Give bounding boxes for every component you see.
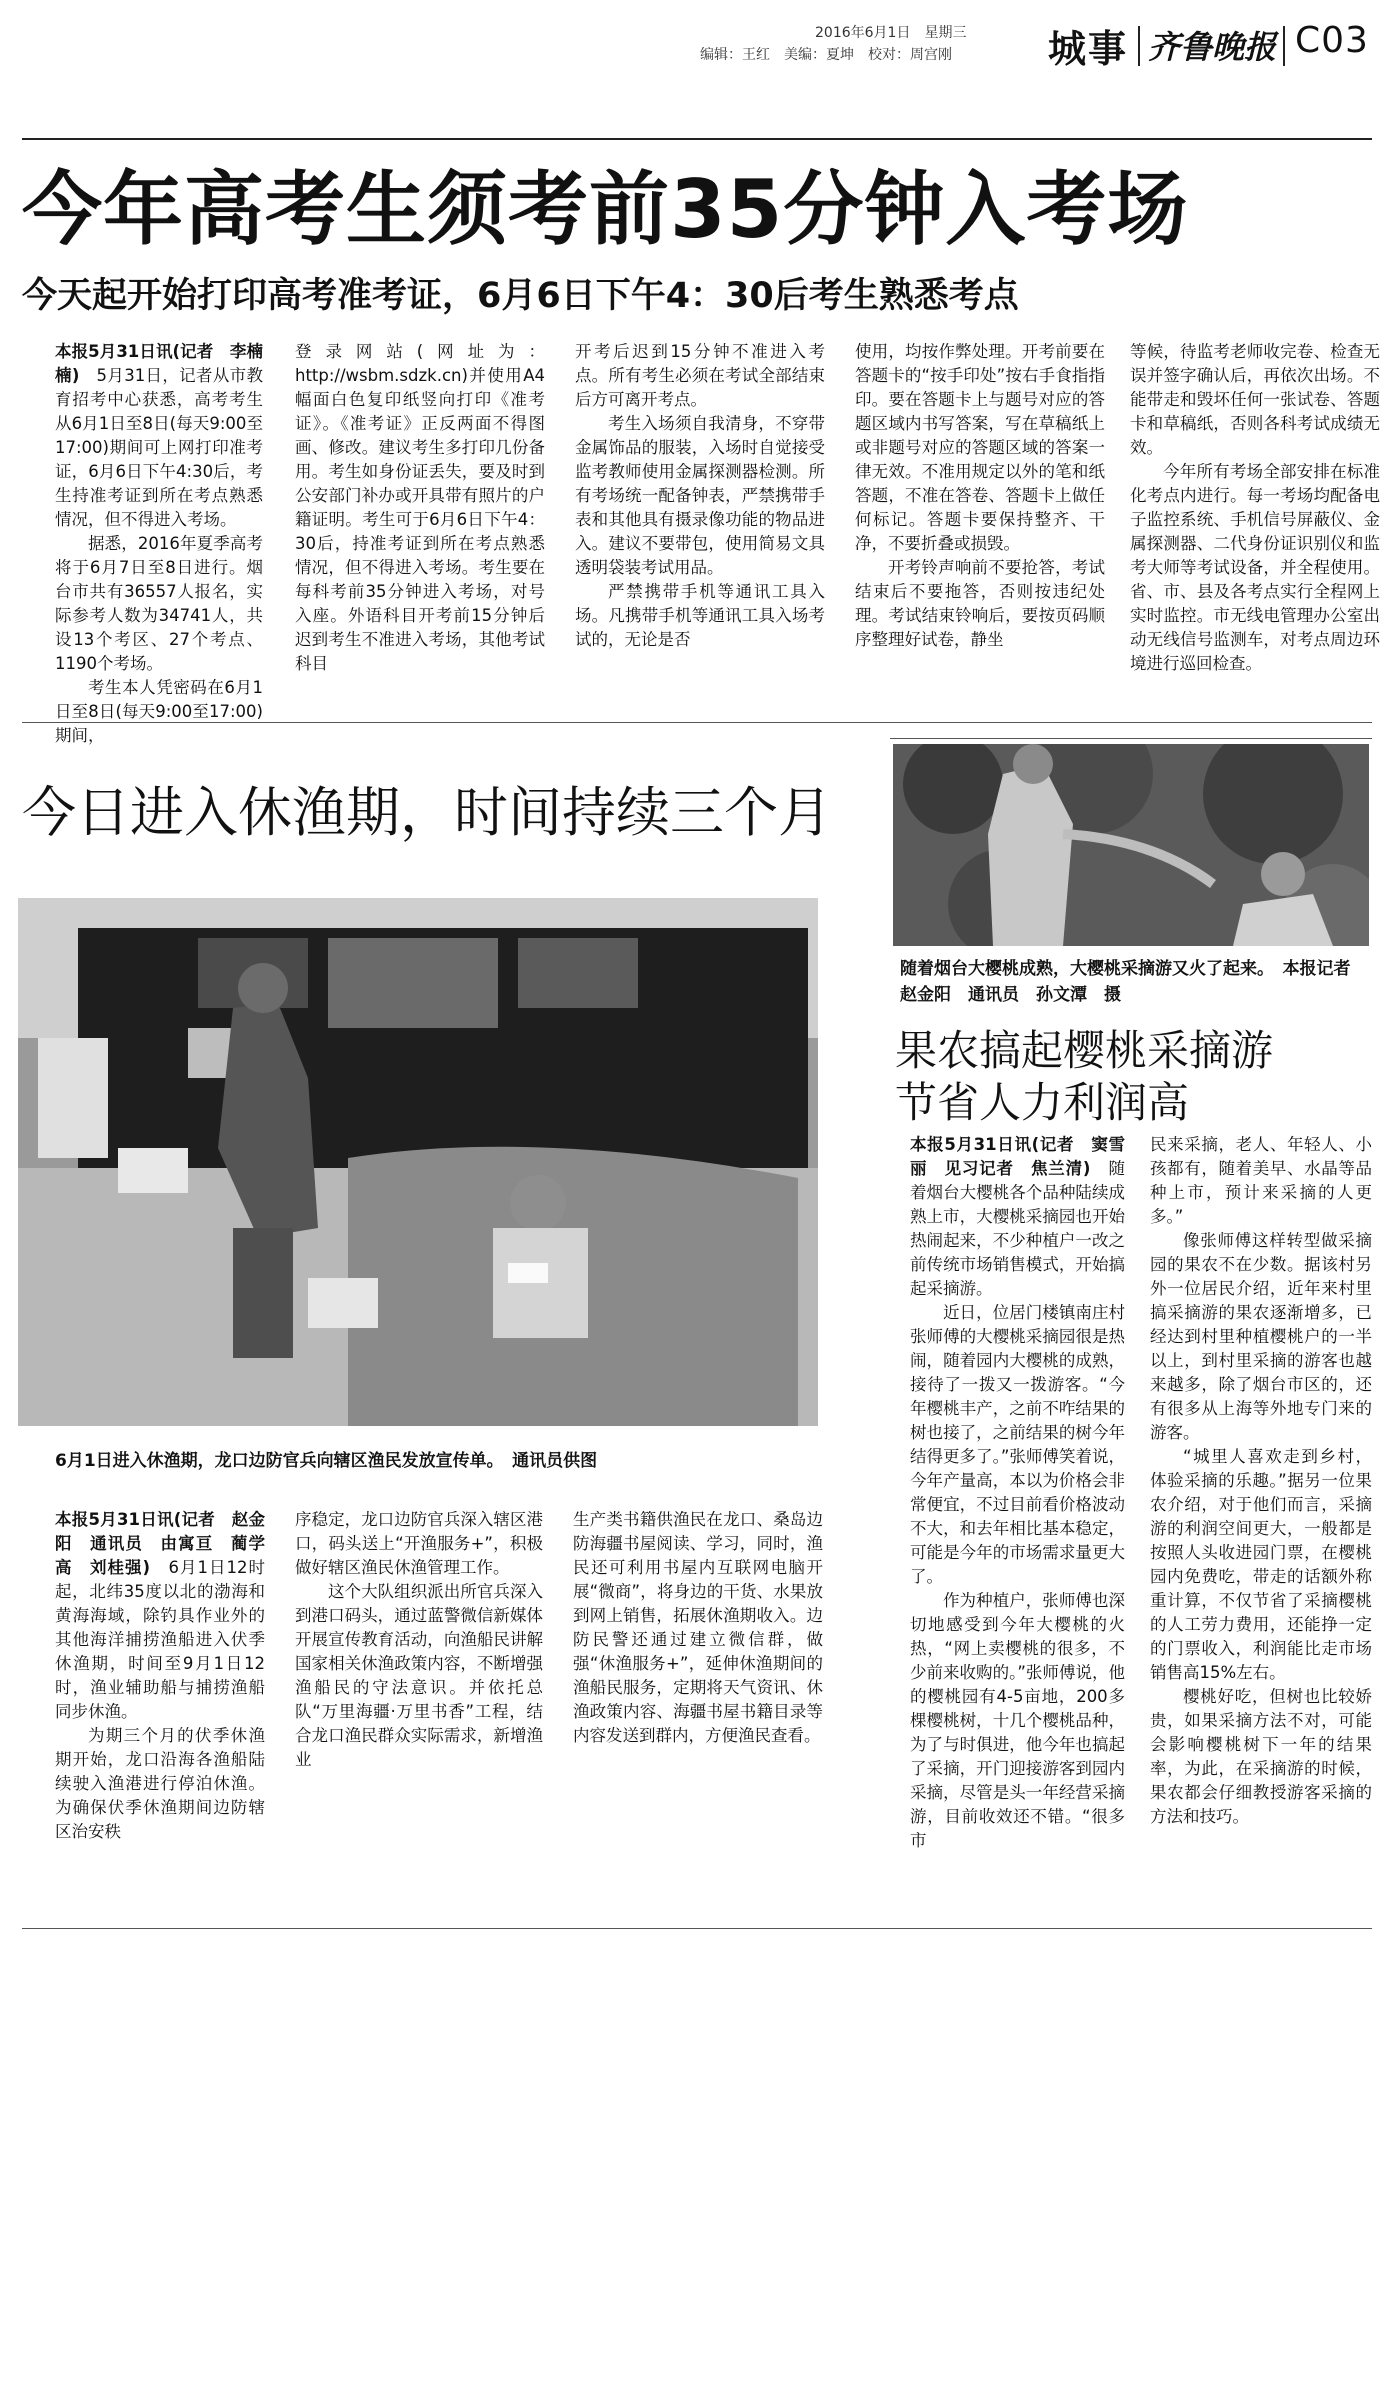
fishing-boat-photo — [18, 898, 818, 1426]
article1-rule — [22, 722, 1372, 723]
article3-col1: 本报5月31日讯(记者 窦雪丽 见习记者 焦兰清) 随着烟台大樱桃各个品种陆续成熟上市，大樱桃采摘园也开始热闹起来，不少种植户一改之前传统市场销售模式，开始搞起采摘游。 近日，位居门楼镇南庄村张师傅的大樱桃采摘园很是热闹，随着园内大樱桃的成熟，接待了一拨又一拨游客。“今年樱桃丰产，之前不咋结果的树也接了，之前结果的树今年结得更多了。”张师傅笑着说，今年产量高，本以为价格会非常便宜，不过目前看价格波动不大，和去年相比基本稳定，可能是今年的市场需求量更大了。 作为种植户，张师傅也深切地感受到今年大樱桃的火热，“网上卖樱桃的很多，不少前来收购的。”张师傅说，他的樱桃园有4-5亩地，200多棵樱桃树，十几个樱桃品种，为了与时俱进，他今年也搞起了采摘，开门迎接游客到园内采摘，尽管是头一年经营采摘游，目前收效还不错。“很多市 — [910, 1135, 1125, 1850]
article1-col2: 登录网站(网址为：http://wsbm.sdzk.cn)并使用A4幅面白色复印纸竖向打印《准考证》。《准考证》正反两面不得图画、修改。建议考生多打印几份备用。考生如身份证丢失，要及时到公安部门补办或开具带有照片的户籍证明。考生可于6月6日下午4：30后，持准考证到所在考点熟悉情况，但不得进入考场。考生要在每科考前35分钟进入考场，对号入座。外语科目开考前15分钟后迟到考生不准进入考场，其他考试科目 — [295, 342, 545, 673]
article1-col5: 等候，待监考老师收完卷、检查无误并签字确认后，再依次出场。不能带走和毁坏任何一张试卷、答题卡和草稿纸，否则各科考试成绩无效。 今年所有考场全部安排在标准化考点内进行。每一考场均配备电子监控系统、手机信号屏蔽仪、金属探测器、二代身份证识别仪和监考大师等考试设备，并全程使用。省、市、县及各考点实行全程网上实时监控。市无线电管理办公室出动无线信号监测车，对考点周边环境进行巡回检查。 — [1130, 342, 1380, 673]
article3-headline-line1: 果农搞起樱桃采摘游 — [895, 1026, 1274, 1075]
article3-top-rule — [890, 738, 1372, 739]
article1-col3: 开考后迟到15分钟不准进入考点。所有考生必须在考试全部结束后方可离开考点。 考生入场须自我清身，不穿带金属饰品的服装，入场时自觉接受监考教师使用金属探测器检测。所有考场统一配备钟表，严禁携带手表和其他具有摄录像功能的物品进入。建议不要带包，使用简易文具透明袋装考试用品。 严禁携带手机等通讯工具入场。凡携带手机等通讯工具入场考试的，无论是否 — [575, 342, 825, 649]
article2-col3: 生产类书籍供渔民在龙口、桑岛边防海疆书屋阅读、学习，同时，渔民还可利用书屋内互联网电脑开展“微商”，将身边的干货、水果放到网上销售，拓展休渔期收入。边防民警还通过建立微信群，做强“休渔服务+”，延伸休渔期间的渔船民服务，定期将天气资讯、休渔政策内容、海疆书屋书籍目录等内容发送到群内，方便渔民查看。 — [573, 1510, 823, 1745]
article1-headline: 今年高考生须考前35分钟入考场 — [22, 163, 1189, 256]
article3-col2: 民来采摘，老人、年轻人、小孩都有，随着美早、水晶等品种上市，预计来采摘的人更多。” 像张师傅这样转型做采摘园的果农不在少数。据该村另外一位居民介绍，近年来村里搞采摘游的果农逐渐增多，已经达到村里种植樱桃户的一半以上，到村里采摘的游客也越来越多，除了烟台市区的，还有很多从上海等外地专门来的游客。 “城里人喜欢走到乡村，体验采摘的乐趣。”据另一位果农介绍，对于他们而言，采摘游的利润空间更大，一般都是按照人头收进园门票，在樱桃园内免费吃，带走的话额外称重计算，不仅节省了采摘樱桃的人工劳力费用，还能挣一定的门票收入，利润能比走市场销售高15%左右。 樱桃好吃，但树也比较娇贵，如果采摘方法不对，可能会影响樱桃树下一年的结果率，为此，在采摘游的时候，果农都会仔细教授游客采摘的方法和技巧。 — [1150, 1135, 1372, 1826]
article2-col1: 本报5月31日讯(记者 赵金阳 通讯员 由寓亘 蔺学高 刘桂强) 6月1日12时起，北纬35度以北的渤海和黄海海域，除钓具作业外的其他海洋捕捞渔船进入伏季休渔期，时间至9月1日12时，渔业辅助船与捕捞渔船同步休渔。 为期三个月的伏季休渔期开始，龙口沿海各渔船陆续驶入渔港进行停泊休渔。为确保伏季休渔期间边防辖区治安秩 — [55, 1510, 265, 1841]
article3-headline-line2: 节省人力利润高 — [895, 1078, 1190, 1127]
page-number: C03 — [1295, 20, 1369, 61]
masthead-rule — [22, 138, 1372, 140]
article2-photo-caption: 6月1日进入休渔期，龙口边防官兵向辖区渔民发放宣传单。 通讯员供图 — [55, 1451, 598, 1471]
masthead-divider-2 — [1283, 26, 1285, 66]
article2-col2: 序稳定，龙口边防官兵深入辖区港口，码头送上“开渔服务+”，积极做好辖区渔民休渔管理工作。 这个大队组织派出所官兵深入到港口码头，通过蓝警微信新媒体开展宣传教育活动，向渔船民讲解国家相关休渔政策内容，不断增强渔船民的守法意识。并依托总队“万里海疆·万里书香”工程，结合龙口渔民群众实际需求，新增渔业 — [295, 1510, 543, 1769]
cherry-picking-photo — [893, 744, 1369, 946]
article1-subhead: 今天起开始打印高考准考证，6月6日下午4：30后考生熟悉考点 — [22, 276, 1019, 316]
article2-headline: 今日进入休渔期，时间持续三个月 — [22, 781, 832, 844]
paper-logo: 齐鲁晚报 — [1148, 28, 1277, 66]
masthead-date: 2016年6月1日 星期三 — [815, 25, 967, 41]
masthead-divider — [1138, 26, 1140, 66]
article1-col1: 本报5月31日讯(记者 李楠楠) 5月31日，记者从市教育招考中心获悉，高考考生从6月1日至8日(每天9:00至17:00)期间可上网打印准考证，6月6日下午4:30后，考生持准考证到所在考点熟悉情况，但不得进入考场。 据悉，2016年夏季高考将于6月7日至8日进行。烟台市共有36557人报名，实际参考人数为34741人，共设13个考区、27个考点、1190个考场。 考生本人凭密码在6月1日至8日(每天9:00至17:00)期间， — [55, 342, 263, 745]
article3-photo-caption: 随着烟台大樱桃成熟，大樱桃采摘游又火了起来。 本报记者 赵金阳 通讯员 孙文潭 摄 — [900, 959, 1368, 1005]
article1-col4: 使用，均按作弊处理。开考前要在答题卡的“按手印处”按右手食指指印。要在答题卡上与题号对应的答题区域内书写答案，写在草稿纸上或非题号对应的答题区域的答案一律无效。不准用规定以外的笔和纸答题，不准在答卷、答题卡上做任何标记。答题卡要保持整齐、干净，不要折叠或损毁。 开考铃声响前不要抢答，考试结束后不要拖答，否则按违纪处理。考试结束铃响后，要按页码顺序整理好试卷，静坐 — [855, 342, 1105, 649]
masthead-staff: 编辑：王红 美编：夏坤 校对：周宫刚 — [700, 47, 952, 63]
page-bottom-rule — [22, 1928, 1372, 1929]
section-name: 城事 — [1048, 27, 1129, 71]
